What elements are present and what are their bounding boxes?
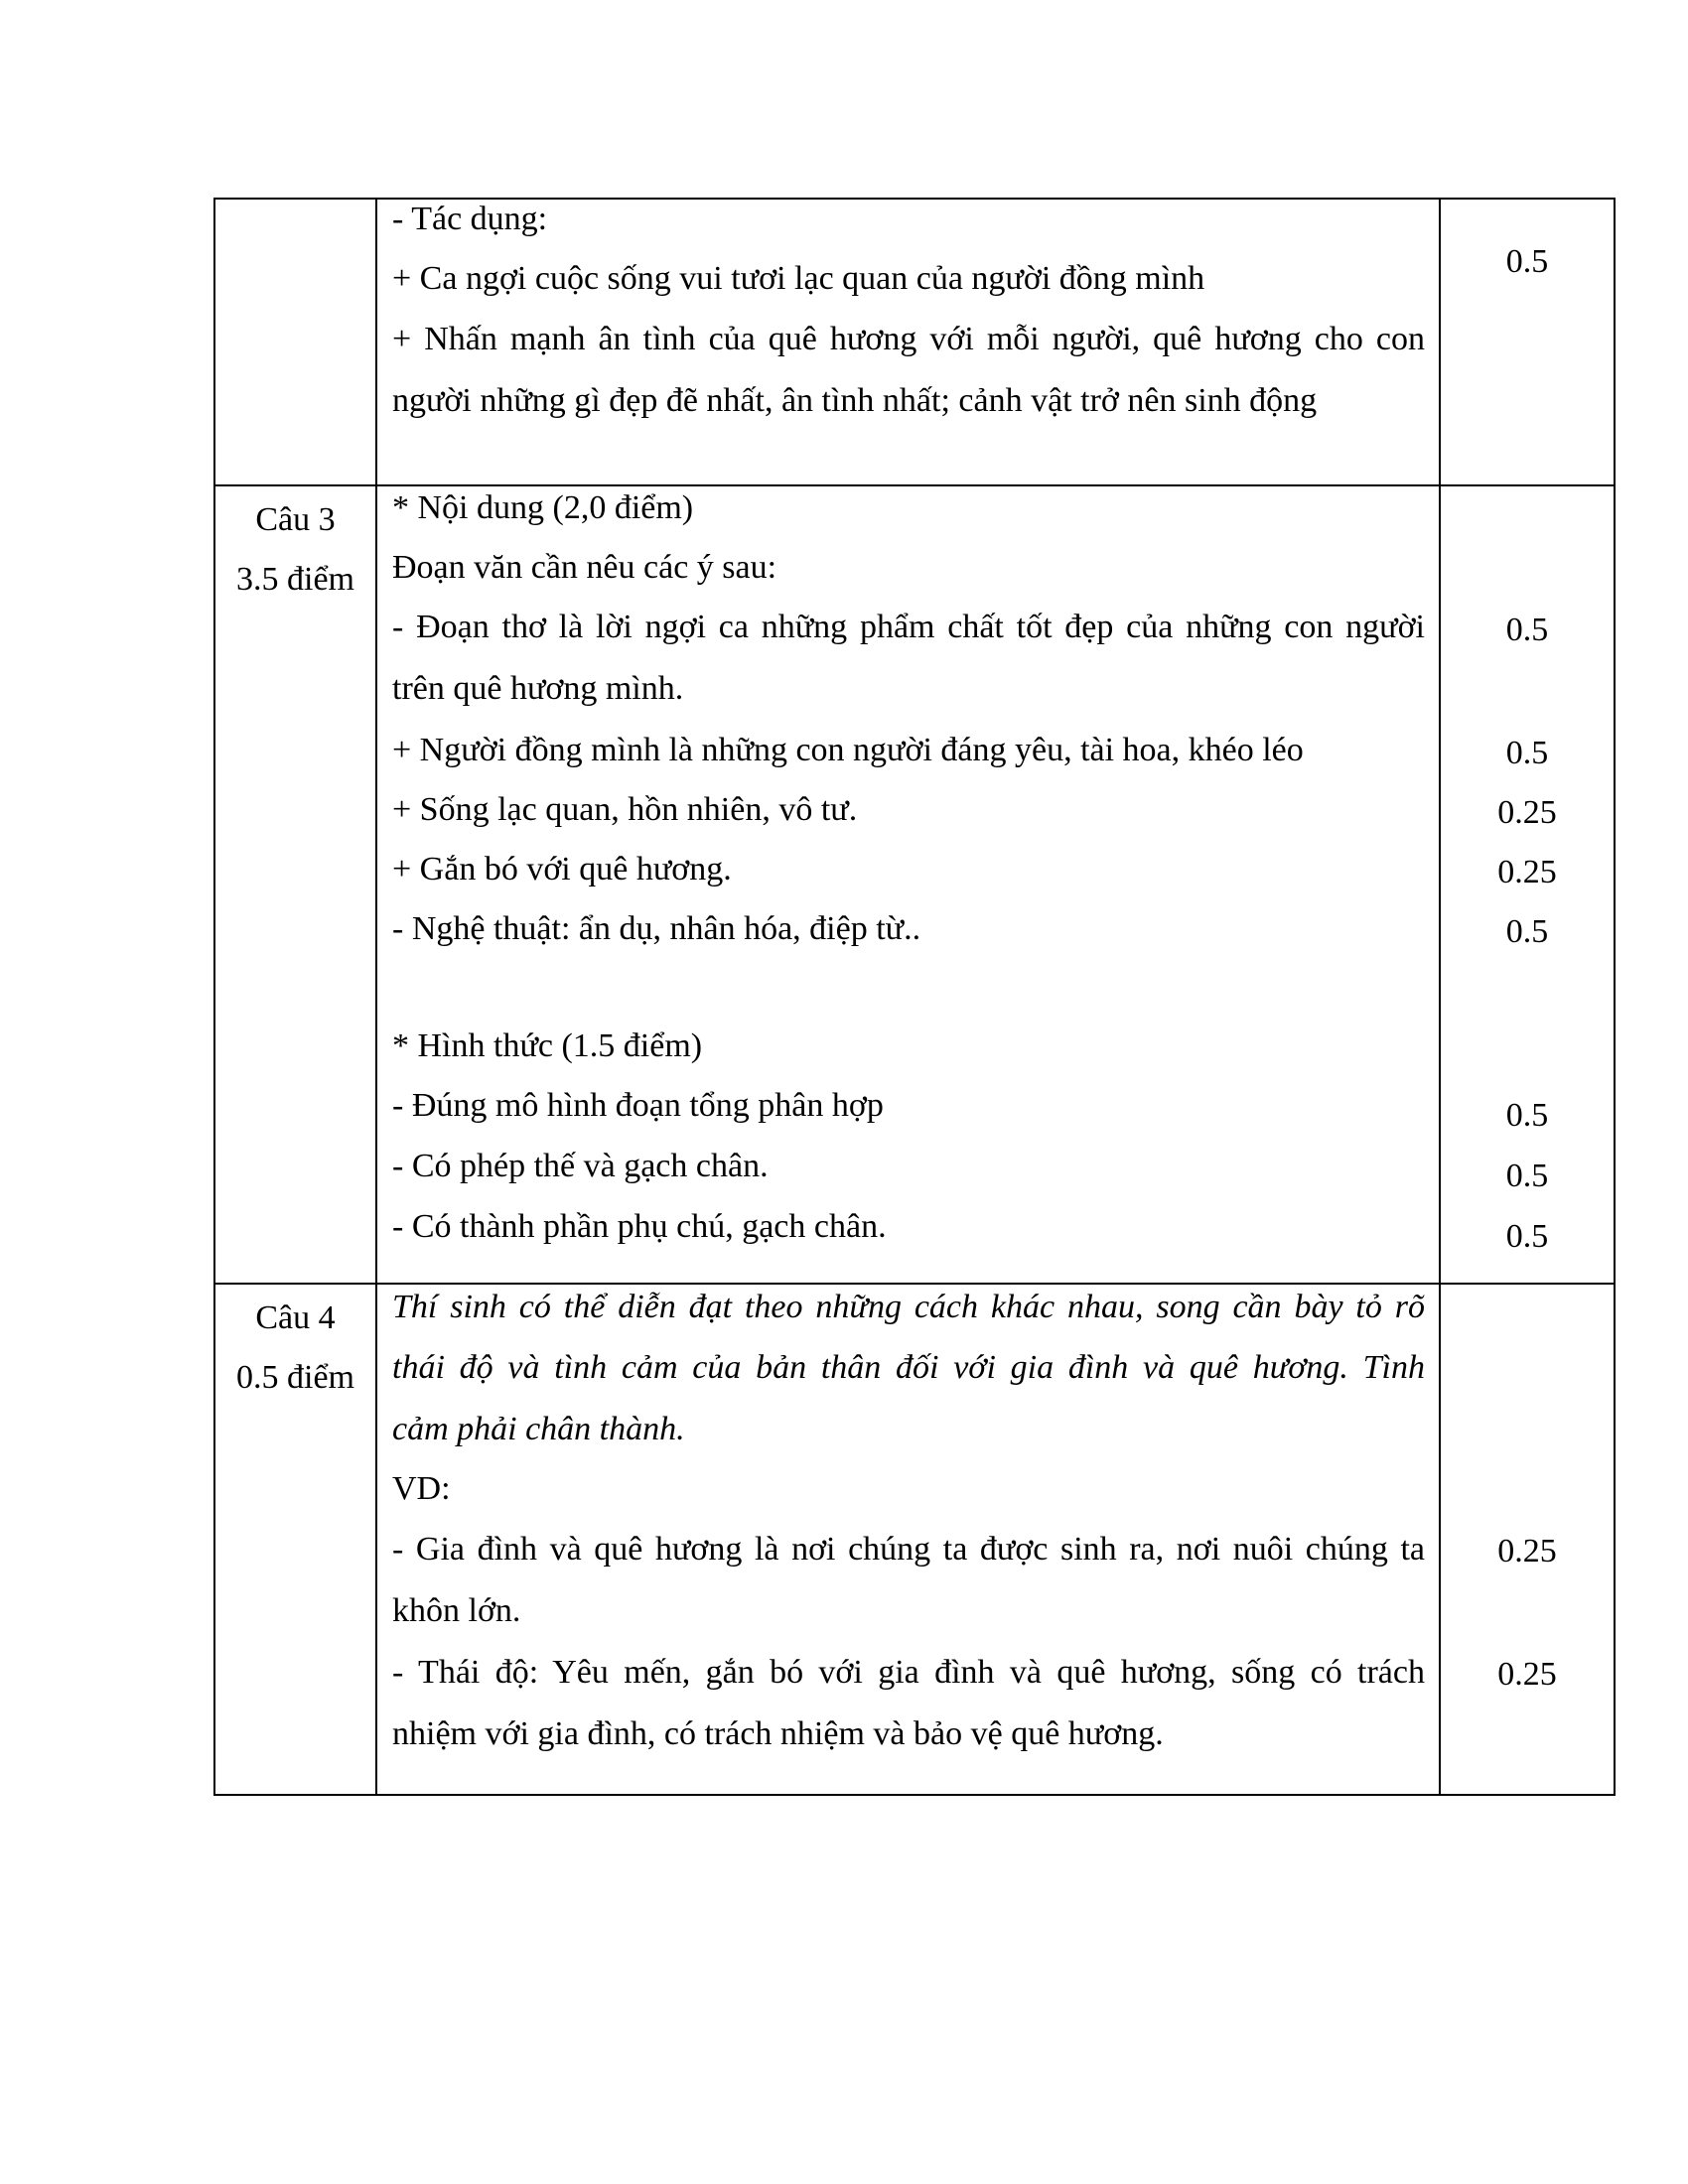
score-value: 0.5: [1505, 913, 1549, 950]
table-row: [215, 484, 1614, 1283]
content-line: - Nghệ thuật: ẩn dụ, nhân hóa, điệp từ..: [392, 910, 921, 947]
score-cell: [1441, 486, 1614, 1283]
score-value: 0.25: [1497, 1656, 1557, 1693]
content-line: - Tác dụng:: [392, 201, 548, 237]
content-cell: [377, 486, 1441, 1283]
content-line: + Sống lạc quan, hồn nhiên, vô tư.: [392, 791, 858, 828]
score-value: 0.5: [1505, 1158, 1549, 1194]
content-line: * Hình thức (1.5 điểm): [392, 1027, 703, 1064]
content-line: - Đúng mô hình đoạn tổng phân hợp: [392, 1087, 884, 1124]
table-row: [215, 1283, 1614, 1794]
content-line: + Ca ngợi cuộc sống vui tươi lạc quan của người đồng mình: [392, 260, 1205, 297]
question-cell: [215, 1285, 377, 1794]
content-line: - Có thành phần phụ chú, gạch chân.: [392, 1208, 887, 1245]
question-points: 0.5 điểm: [236, 1359, 354, 1396]
score-value: 0.5: [1505, 1218, 1549, 1255]
content-line: trên quê hương mình.: [392, 670, 684, 707]
question-points: 3.5 điểm: [236, 561, 354, 598]
content-line: * Nội dung (2,0 điểm): [392, 489, 694, 526]
score-value: 0.5: [1505, 243, 1549, 280]
score-value: 0.5: [1505, 735, 1549, 771]
content-line: cảm phải chân thành.: [392, 1411, 685, 1447]
content-line: thái độ và tình cảm của bản thân đối với gia đình và quê hương. Tình: [392, 1349, 1425, 1386]
score-cell: [1441, 200, 1614, 484]
content-line: nhiệm với gia đình, có trách nhiệm và bảo vệ quê hương.: [392, 1715, 1164, 1752]
content-line: - Có phép thế và gạch chân.: [392, 1148, 769, 1184]
score-value: 0.5: [1505, 612, 1549, 648]
content-line: + Nhấn mạnh ân tình của quê hương với mỗi người, quê hương cho con: [392, 321, 1425, 357]
content-line: Thí sinh có thể diễn đạt theo những cách khác nhau, song cần bày tỏ rõ: [392, 1289, 1425, 1325]
score-value: 0.5: [1505, 1097, 1549, 1134]
content-line: + Người đồng mình là những con người đáng yêu, tài hoa, khéo léo: [392, 732, 1304, 768]
content-line: người những gì đẹp đẽ nhất, ân tình nhất; cảnh vật trở nên sinh động: [392, 382, 1318, 419]
content-line: - Đoạn thơ là lời ngợi ca những phẩm chất tốt đẹp của những con người: [392, 609, 1425, 645]
content-line: - Gia đình và quê hương là nơi chúng ta được sinh ra, nơi nuôi chúng ta: [392, 1531, 1425, 1568]
answer-key-table: [213, 198, 1616, 1796]
content-cell: [377, 1285, 1441, 1794]
score-value: 0.25: [1497, 794, 1557, 831]
score-cell: [1441, 1285, 1614, 1794]
content-line: Đoạn văn cần nêu các ý sau:: [392, 549, 777, 586]
question-cell: [215, 486, 377, 1283]
question-label: Câu 3: [255, 501, 336, 538]
table-row: [215, 200, 1614, 484]
content-line: khôn lớn.: [392, 1592, 521, 1629]
content-cell: [377, 200, 1441, 484]
score-value: 0.25: [1497, 854, 1557, 890]
content-line: VD:: [392, 1470, 451, 1507]
content-line: + Gắn bó với quê hương.: [392, 851, 732, 887]
question-label: Câu 4: [255, 1299, 336, 1336]
question-cell: [215, 200, 377, 484]
score-value: 0.25: [1497, 1533, 1557, 1570]
content-line: - Thái độ: Yêu mến, gắn bó với gia đình và quê hương, sống có trách: [392, 1654, 1425, 1691]
